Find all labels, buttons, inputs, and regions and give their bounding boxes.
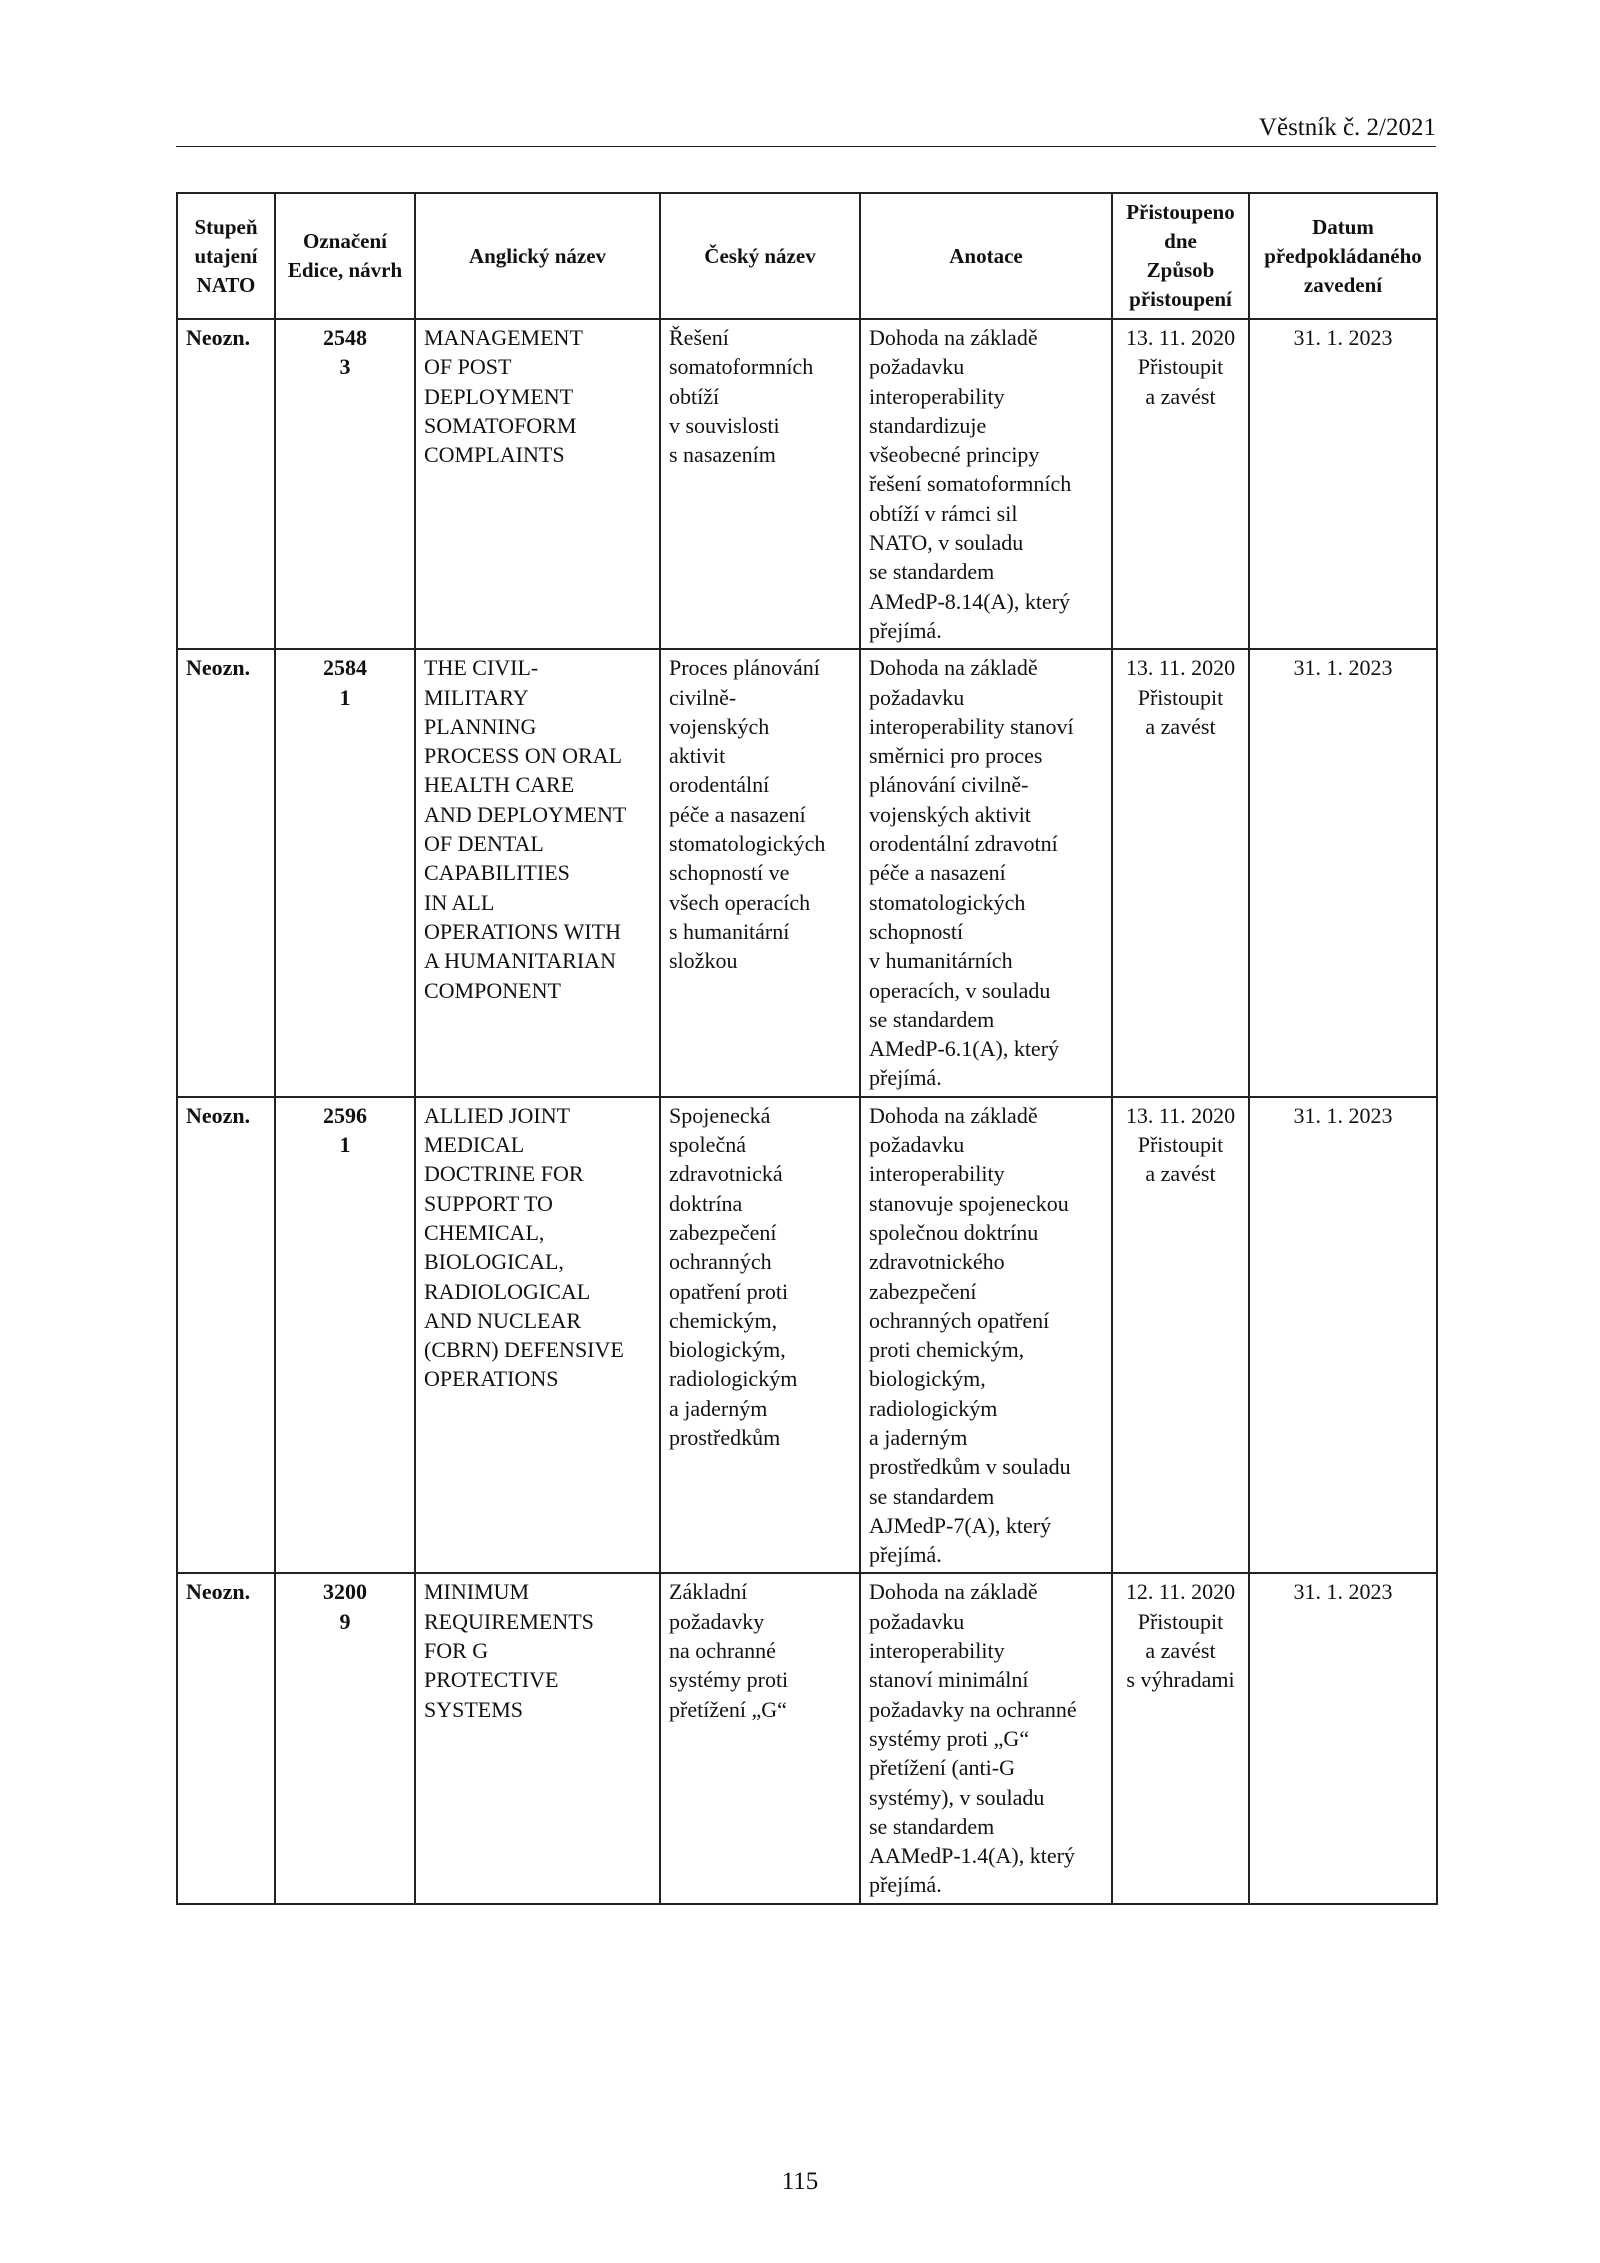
cell-line: společná (669, 1132, 746, 1158)
cell-line: Dohoda na základě (869, 1102, 1038, 1128)
cell-line: a zavést (1145, 1638, 1216, 1664)
cell-line: společnou doktrínu (869, 1219, 1039, 1245)
cell-line: 13. 11. 2020 (1125, 655, 1236, 681)
cell-line: v humanitárních (869, 948, 1013, 974)
cell-line: radiologickým (669, 1366, 798, 1392)
cell-line: 3 (339, 354, 351, 380)
cell-line: 3200 (323, 1579, 367, 1605)
cell-line: požadavku (869, 684, 965, 710)
cell-line: stomatologických (669, 831, 826, 857)
column-header-line: Anotace (949, 243, 1023, 268)
cell-line: směrnici pro proces (869, 743, 1043, 769)
column-header-line: utajení (194, 243, 258, 268)
cell-line: BIOLOGICAL, (424, 1249, 564, 1275)
cell-line: A HUMANITARIAN (424, 948, 616, 974)
cell-line: 2596 (323, 1102, 367, 1128)
cell-line: 13. 11. 2020 (1125, 1102, 1236, 1128)
standards-table (176, 192, 1438, 1905)
cell-oznaceni (275, 1097, 415, 1574)
column-header-datum (1249, 193, 1437, 319)
cell-line: 13. 11. 2020 (1125, 325, 1236, 350)
cell-pristoupeno (1112, 649, 1249, 1096)
cell-line: OPERATIONS WITH (424, 918, 621, 944)
column-header-anotace (860, 193, 1112, 319)
cell-stupen (177, 319, 275, 649)
cell-pristoupeno (1112, 319, 1249, 649)
cell-line: s výhradami (1126, 1667, 1235, 1693)
cell-datum (1249, 1097, 1437, 1574)
cell-line: schopností (869, 918, 964, 944)
cell-line: a jaderným (869, 1424, 968, 1450)
cell-line: NATO, v souladu (869, 530, 1024, 556)
cell-line: Dohoda na základě (869, 1579, 1038, 1605)
cell-line: doktrína (669, 1190, 743, 1216)
cell-line: DEPLOYMENT (424, 383, 574, 409)
cell-line: interoperability (869, 383, 1005, 409)
cell-anotace (860, 319, 1112, 649)
column-header-line: Přistoupeno (1126, 200, 1235, 224)
cell-line: obtíží v rámci sil (869, 500, 1018, 526)
cell-line: MANAGEMENT (424, 325, 583, 350)
cell-line: AND DEPLOYMENT (424, 801, 627, 827)
cell-line: orodentální zdravotní (869, 831, 1058, 857)
cell-line: systémy proti „G“ (869, 1725, 1030, 1751)
cell-line: PLANNING (424, 713, 537, 739)
column-header-line: Označení (303, 229, 387, 253)
cell-line: Neozn. (186, 325, 251, 350)
cell-line: péče a nasazení (869, 860, 1006, 886)
cell-line: požadavky (669, 1608, 765, 1634)
cell-line: Neozn. (186, 1579, 251, 1605)
cell-line: Základní (669, 1579, 748, 1605)
cell-line: Řešení (669, 325, 729, 350)
cell-line: (CBRN) DEFENSIVE (424, 1337, 624, 1363)
cell-line: 9 (339, 1608, 351, 1634)
cell-line: opatření proti (669, 1278, 789, 1304)
table-row (177, 649, 1437, 1096)
cell-line: standardizuje (869, 412, 987, 438)
cell-line: interoperability (869, 1638, 1005, 1664)
cell-datum (1249, 319, 1437, 649)
cell-line: Dohoda na základě (869, 655, 1038, 681)
cell-line: plánování civilně- (869, 772, 1029, 798)
table-row (177, 1097, 1437, 1574)
cell-line: s humanitární (669, 918, 790, 944)
cell-line: AMedP-6.1(A), který (869, 1036, 1060, 1062)
cell-line: přetížení (anti-G (869, 1755, 1015, 1781)
cell-line: řešení somatoformních (869, 471, 1072, 497)
cell-line: zabezpečení (669, 1219, 777, 1245)
cell-line: přejímá. (869, 1542, 942, 1568)
column-header-stupen (177, 193, 275, 319)
cell-line: péče a nasazení (669, 801, 806, 827)
column-header-line: Edice, návrh (287, 258, 403, 282)
cell-line: chemickým, (669, 1307, 778, 1333)
column-header-line: dne (1164, 229, 1197, 253)
cell-line: požadavku (869, 354, 965, 380)
cell-line: DOCTRINE FOR (424, 1161, 584, 1187)
cell-datum (1249, 1573, 1437, 1903)
cell-line: biologickým, (869, 1366, 986, 1392)
cell-line: 1 (339, 1132, 351, 1158)
cell-line: 2548 (323, 325, 367, 350)
cell-line: prostředkům v souladu (869, 1454, 1071, 1480)
cell-cesky (660, 1097, 860, 1574)
cell-line: 1 (339, 684, 351, 710)
cell-line: Přistoupit (1137, 684, 1224, 710)
cell-line: stomatologických (869, 889, 1026, 915)
cell-line: systémy), v souladu (869, 1784, 1045, 1810)
cell-line: požadavky na ochranné (869, 1696, 1077, 1722)
cell-line: RADIOLOGICAL (424, 1278, 591, 1304)
cell-line: na ochranné (669, 1638, 776, 1664)
cell-line: vojenských (669, 713, 770, 739)
column-header-line: předpokládaného (1264, 243, 1422, 268)
cell-line: AJMedP-7(A), který (869, 1512, 1052, 1538)
column-header-line: NATO (196, 272, 256, 297)
cell-cesky (660, 319, 860, 649)
column-header-line: zavedení (1303, 272, 1383, 297)
cell-line: 2584 (323, 655, 367, 681)
cell-line: v souvislosti (669, 412, 780, 438)
cell-anotace (860, 649, 1112, 1096)
table-header-row (177, 193, 1437, 319)
cell-line: CAPABILITIES (424, 860, 570, 886)
table-row (177, 1573, 1437, 1903)
column-header-line: Datum (1312, 214, 1374, 239)
cell-line: vojenských aktivit (869, 801, 1031, 827)
cell-line: Dohoda na základě (869, 325, 1038, 350)
cell-line: orodentální (669, 772, 770, 798)
cell-stupen (177, 1097, 275, 1574)
cell-anglicky (415, 319, 660, 649)
cell-line: Přistoupit (1137, 1608, 1224, 1634)
cell-line: MEDICAL (424, 1132, 525, 1158)
cell-line: THE CIVIL- (424, 655, 539, 681)
cell-anglicky (415, 1097, 660, 1574)
cell-line: 31. 1. 2023 (1293, 655, 1393, 681)
cell-oznaceni (275, 649, 415, 1096)
cell-line: Spojenecká (669, 1102, 771, 1128)
column-header-anglicky (415, 193, 660, 319)
cell-line: proti chemickým, (869, 1337, 1025, 1363)
cell-line: požadavku (869, 1608, 965, 1634)
cell-line: operacích, v souladu (869, 977, 1051, 1003)
cell-line: biologickým, (669, 1337, 786, 1363)
cell-line: PROTECTIVE (424, 1667, 559, 1693)
cell-line: 31. 1. 2023 (1293, 1579, 1393, 1605)
cell-line: HEALTH CARE (424, 772, 575, 798)
cell-line: civilně- (669, 684, 737, 710)
cell-stupen (177, 649, 275, 1096)
cell-line: zabezpečení (869, 1278, 977, 1304)
cell-datum (1249, 649, 1437, 1096)
cell-pristoupeno (1112, 1573, 1249, 1903)
cell-stupen (177, 1573, 275, 1903)
cell-line: REQUIREMENTS (424, 1608, 594, 1634)
cell-line: AND NUCLEAR (424, 1307, 582, 1333)
cell-line: 31. 1. 2023 (1293, 325, 1393, 350)
cell-line: všech operacích (669, 889, 811, 915)
cell-line: a zavést (1145, 1161, 1216, 1187)
cell-line: se standardem (869, 1813, 995, 1839)
cell-line: 31. 1. 2023 (1293, 1102, 1393, 1128)
cell-line: Neozn. (186, 1102, 251, 1128)
column-header-line: Anglický název (468, 243, 607, 268)
cell-line: MINIMUM (424, 1579, 530, 1605)
cell-line: Proces plánování (669, 655, 820, 681)
page-header (176, 112, 1436, 147)
page-number: 115 (781, 2168, 819, 2195)
cell-line: SOMATOFORM (424, 412, 577, 438)
cell-line: CHEMICAL, (424, 1219, 545, 1245)
cell-line: přetížení „G“ (669, 1696, 787, 1722)
table-body (177, 319, 1437, 1904)
cell-line: SUPPORT TO (424, 1190, 553, 1216)
cell-line: AAMedP-1.4(A), který (869, 1843, 1075, 1869)
column-header-line: Způsob (1146, 258, 1215, 282)
cell-line: Přistoupit (1137, 1132, 1224, 1158)
cell-line: stanovuje spojeneckou (869, 1190, 1069, 1216)
column-header-cesky (660, 193, 860, 319)
cell-line: se standardem (869, 1006, 995, 1032)
cell-line: a jaderným (669, 1395, 768, 1421)
cell-cesky (660, 649, 860, 1096)
cell-line: COMPONENT (424, 977, 561, 1003)
cell-line: přejímá. (869, 1065, 942, 1091)
cell-oznaceni (275, 319, 415, 649)
cell-line: interoperability (869, 1161, 1005, 1187)
cell-line: zdravotnická (669, 1161, 783, 1187)
column-header-line: Stupeň (194, 214, 258, 239)
cell-line: přejímá. (869, 617, 942, 643)
cell-pristoupeno (1112, 1097, 1249, 1574)
cell-line: stanoví minimální (869, 1667, 1029, 1693)
cell-oznaceni (275, 1573, 415, 1903)
cell-line: prostředkům (669, 1424, 781, 1450)
cell-line: SYSTEMS (424, 1696, 524, 1722)
cell-line: se standardem (869, 559, 995, 585)
cell-line: interoperability stanoví (869, 713, 1074, 739)
cell-cesky (660, 1573, 860, 1903)
column-header-oznaceni (275, 193, 415, 319)
cell-line: složkou (669, 948, 738, 974)
cell-line: všeobecné principy (869, 442, 1040, 468)
cell-line: 12. 11. 2020 (1125, 1579, 1236, 1605)
cell-line: AMedP-8.14(A), který (869, 588, 1071, 614)
cell-line: radiologickým (869, 1395, 998, 1421)
cell-line: a zavést (1145, 713, 1216, 739)
cell-line: OPERATIONS (424, 1366, 559, 1392)
cell-line: zdravotnického (869, 1249, 1005, 1275)
cell-line: schopností ve (669, 860, 790, 886)
cell-line: Přistoupit (1137, 354, 1224, 380)
cell-line: s nasazením (669, 442, 776, 468)
column-header-line: Český název (704, 243, 816, 268)
cell-anglicky (415, 649, 660, 1096)
cell-line: IN ALL (424, 889, 495, 915)
cell-line: aktivit (669, 743, 726, 769)
journal-title: Věstník č. 2/2021 (1258, 114, 1436, 141)
cell-line: Neozn. (186, 655, 251, 681)
cell-line: se standardem (869, 1483, 995, 1509)
cell-line: požadavku (869, 1132, 965, 1158)
column-header-pristoupeno (1112, 193, 1249, 319)
cell-line: OF DENTAL (424, 831, 544, 857)
cell-line: OF POST (424, 354, 512, 380)
column-header-line: přistoupení (1129, 287, 1232, 311)
cell-line: somatoformních (669, 354, 814, 380)
cell-line: COMPLAINTS (424, 442, 565, 468)
cell-anglicky (415, 1573, 660, 1903)
cell-line: a zavést (1145, 383, 1216, 409)
cell-line: obtíží (669, 383, 720, 409)
cell-line: ochranných opatření (869, 1307, 1050, 1333)
cell-line: PROCESS ON ORAL (424, 743, 623, 769)
cell-line: systémy proti (669, 1667, 789, 1693)
cell-line: FOR G (424, 1638, 489, 1664)
cell-line: MILITARY (424, 684, 529, 710)
table-row (177, 319, 1437, 649)
cell-anotace (860, 1097, 1112, 1574)
cell-line: přejímá. (869, 1872, 942, 1898)
cell-anotace (860, 1573, 1112, 1903)
cell-line: ALLIED JOINT (424, 1102, 571, 1128)
cell-line: ochranných (669, 1249, 772, 1275)
